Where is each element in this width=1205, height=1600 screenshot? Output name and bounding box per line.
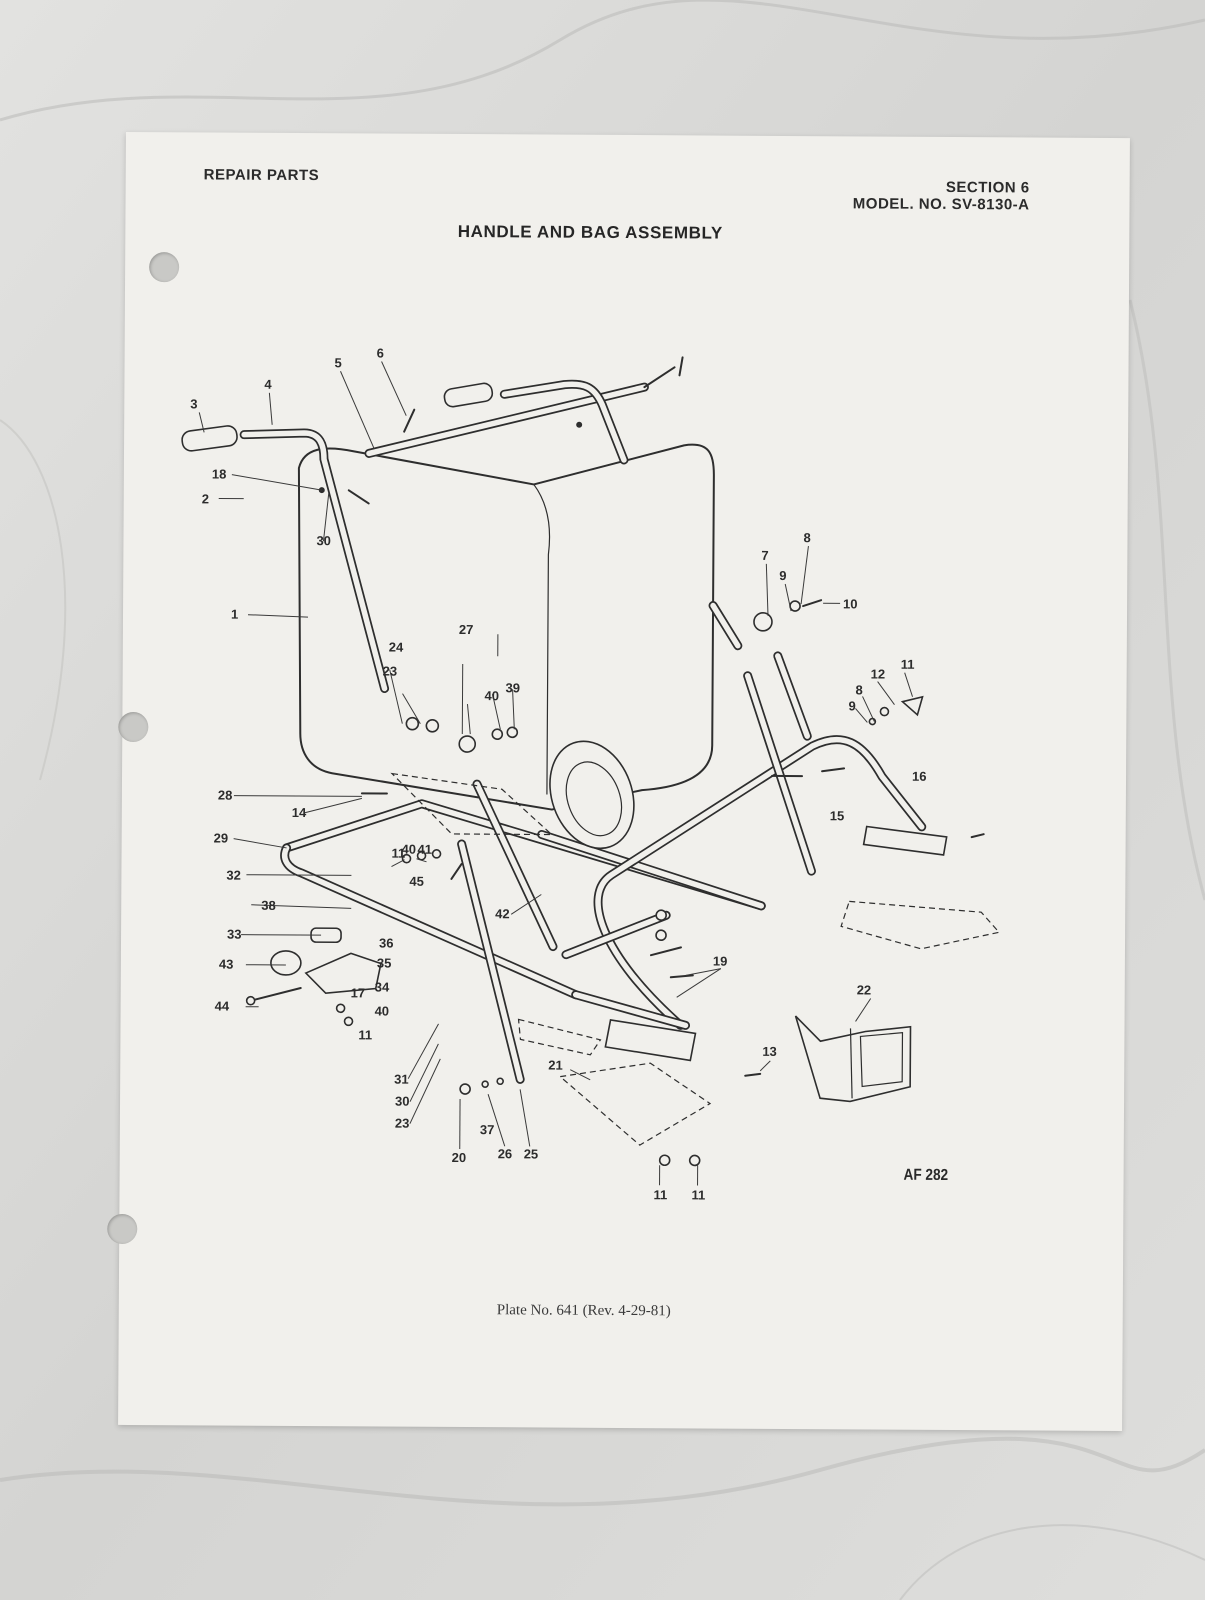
plate-number: Plate No. 641 (Rev. 4-29-81) <box>496 1302 671 1320</box>
callout-36: 36 <box>378 935 394 951</box>
callout-11-bottom-left: 11 <box>653 1187 668 1203</box>
callout-39: 39 <box>505 680 521 696</box>
callout-27: 27 <box>458 621 474 638</box>
callout-12: 12 <box>870 666 886 682</box>
callout-21: 21 <box>548 1057 563 1073</box>
callout-41: 41 <box>417 841 433 857</box>
callout-2: 2 <box>201 491 209 507</box>
callout-30-lower: 30 <box>394 1093 410 1109</box>
callout-24: 24 <box>388 639 404 655</box>
model-number: MODEL. NO. SV-8130-A <box>852 195 1030 214</box>
callout-15: 15 <box>829 808 845 824</box>
hand-grip-right <box>443 382 493 408</box>
callout-11-upper: 11 <box>900 656 915 672</box>
callout-32: 32 <box>226 867 241 883</box>
callout-40-mid: 40 <box>401 841 417 857</box>
callout-11-hitch: 11 <box>358 1027 373 1043</box>
callout-45: 45 <box>409 873 424 889</box>
callout-37: 37 <box>479 1122 495 1138</box>
callout-31: 31 <box>394 1071 409 1087</box>
hand-grip-left <box>181 425 238 452</box>
callout-43: 43 <box>218 956 234 972</box>
callout-10: 10 <box>843 596 858 612</box>
callout-9-lower: 9 <box>848 698 856 714</box>
section-number: SECTION 6 <box>945 178 1030 197</box>
callout-23-lower: 23 <box>394 1115 410 1131</box>
callout-11-mid: 11 <box>391 845 406 861</box>
callout-29: 29 <box>213 830 229 846</box>
callout-11-bottom-right: 11 <box>691 1187 706 1203</box>
callout-34: 34 <box>374 979 390 995</box>
page-title: HANDLE AND BAG ASSEMBLY <box>457 221 723 243</box>
callout-5: 5 <box>334 355 342 371</box>
discharge-chute-22 <box>795 1016 911 1102</box>
callout-17: 17 <box>350 985 366 1001</box>
callout-33: 33 <box>227 926 242 942</box>
callout-9: 9 <box>779 567 787 583</box>
callout-7: 7 <box>761 547 769 563</box>
callout-38: 38 <box>261 897 276 913</box>
callout-8: 8 <box>803 530 811 546</box>
hitch-bracket <box>271 928 381 994</box>
callout-30-upper: 30 <box>316 533 331 549</box>
callout-42: 42 <box>495 906 510 922</box>
callout-8-lower: 8 <box>855 682 863 698</box>
callout-3: 3 <box>190 396 198 412</box>
top-cross-bar <box>369 365 675 460</box>
exploded-parts-diagram <box>118 132 1130 1431</box>
callout-40-lower: 40 <box>374 1003 390 1019</box>
repair-parts-label: REPAIR PARTS <box>203 166 320 185</box>
callout-19: 19 <box>712 953 728 969</box>
figure-code: AF 282 <box>903 1166 949 1184</box>
callout-6: 6 <box>376 345 384 361</box>
callout-22: 22 <box>856 982 872 998</box>
callout-28: 28 <box>217 787 233 803</box>
handle-tube-left <box>179 424 386 688</box>
callout-20: 20 <box>451 1149 467 1166</box>
callout-40-upper: 40 <box>484 688 500 704</box>
mounting-plates <box>390 774 1000 1148</box>
callout-4: 4 <box>264 376 272 392</box>
callout-26: 26 <box>497 1146 513 1162</box>
parts-sheet <box>118 132 1130 1431</box>
callout-13: 13 <box>762 1043 777 1059</box>
callout-1: 1 <box>230 606 239 622</box>
callout-14: 14 <box>291 804 307 821</box>
callout-18: 18 <box>211 466 227 482</box>
callout-25: 25 <box>523 1146 539 1162</box>
callout-23-upper: 23 <box>382 663 398 679</box>
callout-35: 35 <box>376 955 392 971</box>
callout-16: 16 <box>911 768 927 784</box>
callout-44: 44 <box>214 998 230 1014</box>
